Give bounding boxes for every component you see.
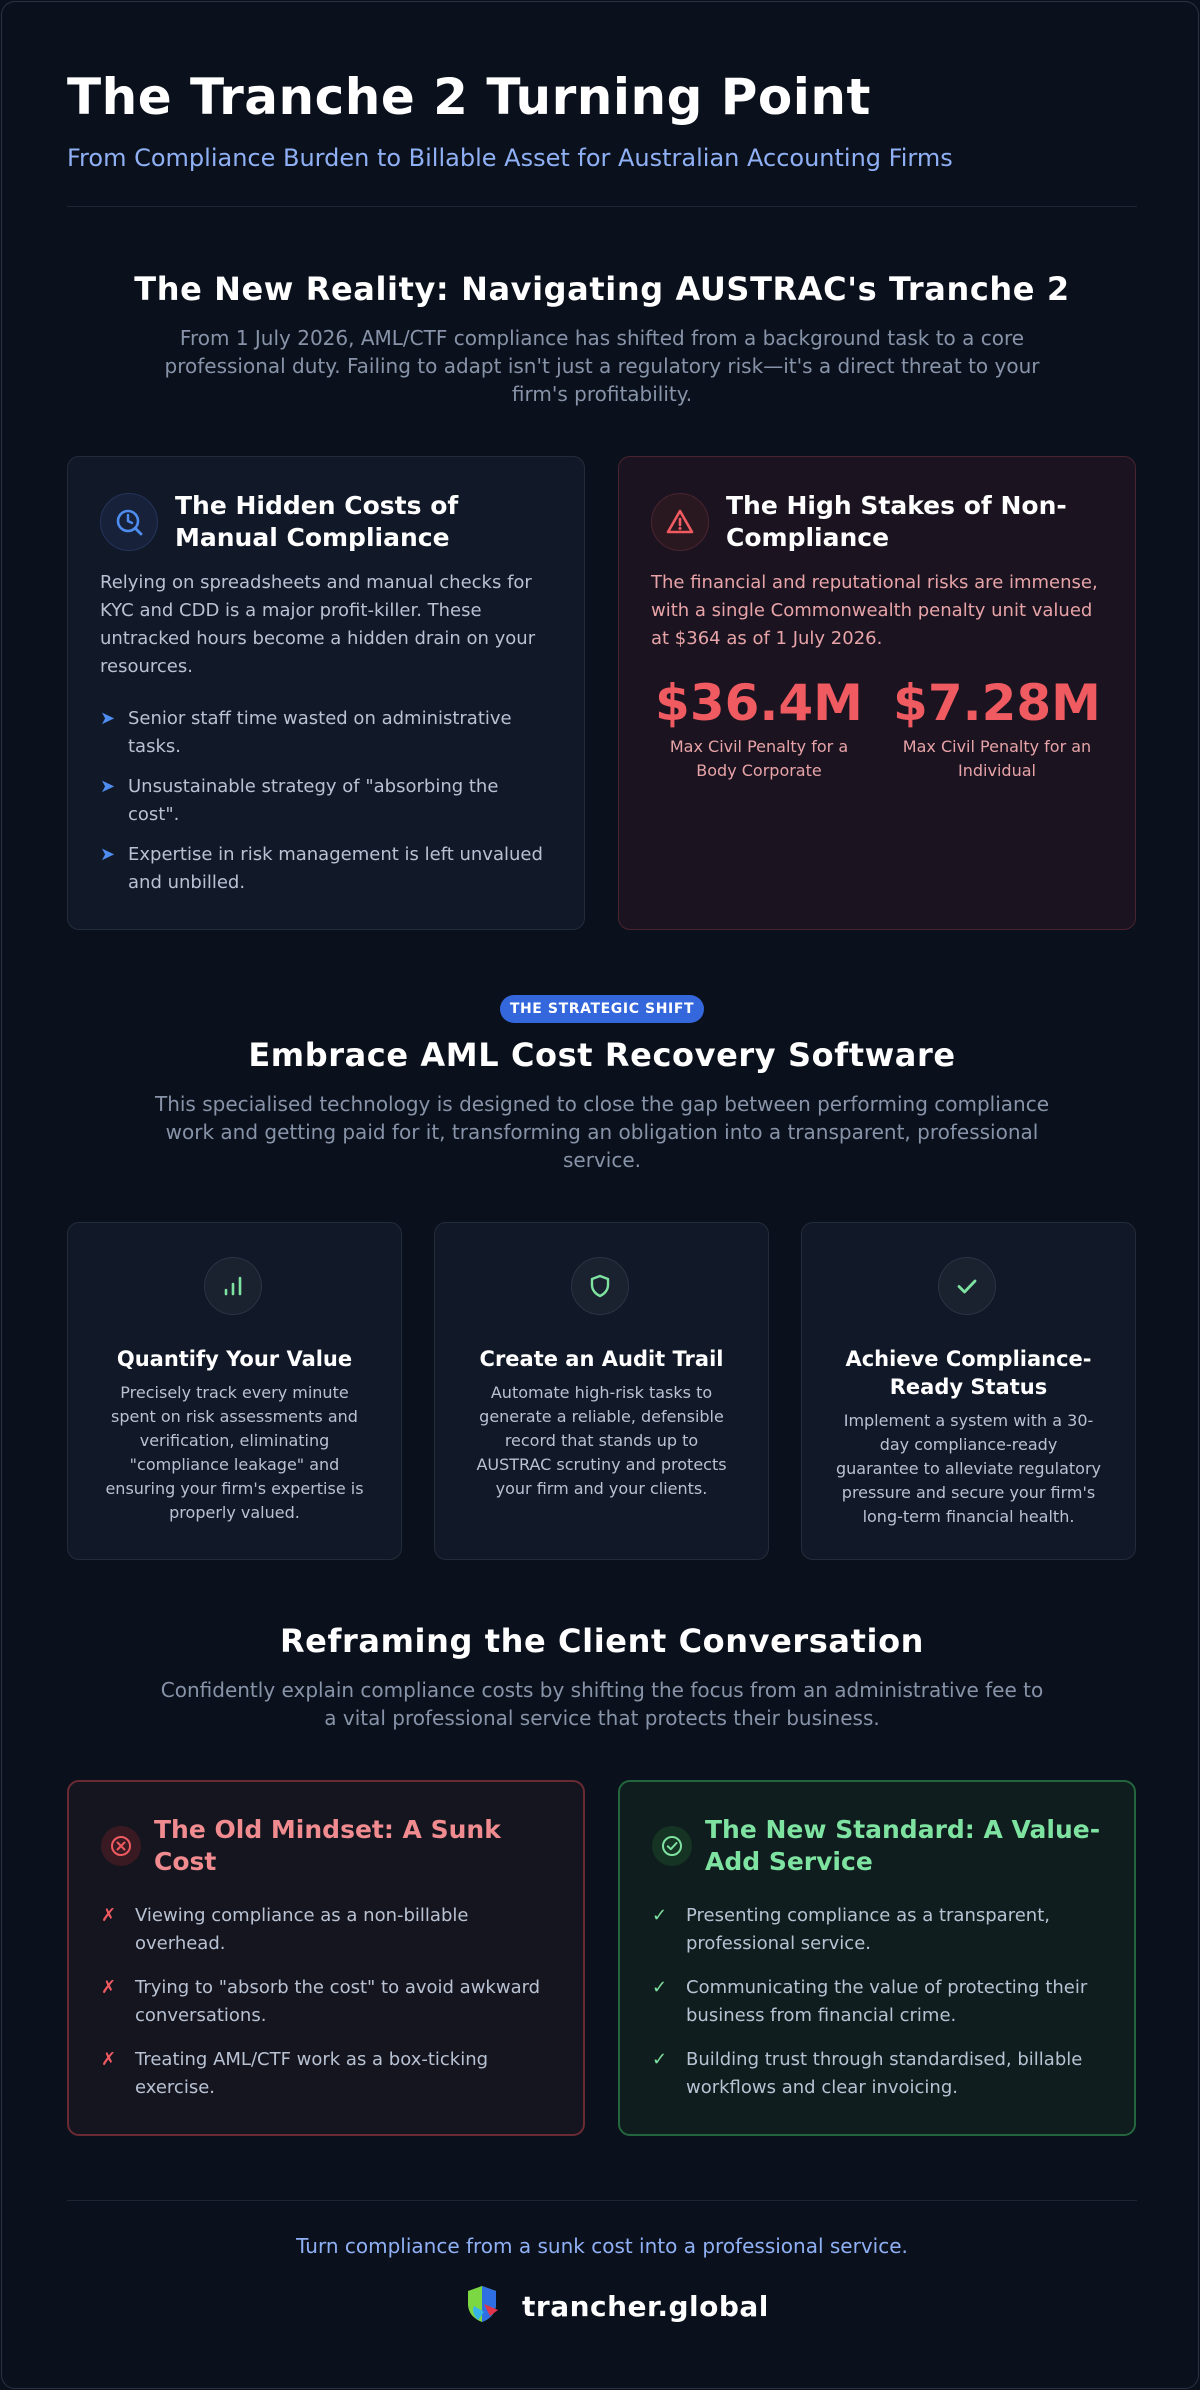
warning-triangle-icon [651,493,709,551]
hidden-costs-card [67,456,585,930]
header [67,64,1137,174]
hidden-costs-text: Relying on spreadsheets and manual checks for KYC and CDD is a major profit-killer. These untracked hours become a hidden drain on your resources. [100,572,536,677]
stat-label: Max Civil Penalty for a Body Corporate [669,737,849,780]
old-mindset-title: The Old Mindset: A Sunk Cost [154,1815,501,1876]
check-icon [938,1257,996,1315]
list-item: ➤ Senior staff time wasted on administrative tasks. [100,705,550,761]
feature-title: Create an Audit Trail [479,1347,724,1371]
arrow-icon: ➤ [100,776,116,797]
feature-title: Achieve Compliance-Ready Status [845,1347,1092,1399]
check-circle-icon [652,1826,692,1866]
x-circle-icon [101,1826,141,1866]
new-standard-title: The New Standard: A Value-Add Service [705,1815,1101,1876]
new-standard-card [618,1780,1136,2136]
arrow-icon: ➤ [100,708,116,729]
shield-logo-icon [460,2282,504,2330]
cross-mark-icon: ✗ [101,1977,117,1998]
page-frame [1,1,1199,2389]
page-subtitle: From Compliance Burden to Billable Asset for Australian Accounting Firms [67,144,953,172]
cross-mark-icon: ✗ [101,2049,117,2070]
shift-description: This specialised technology is designed to close the gap between performing compliance work and getting paid for it, transforming an obligation into a transparent, professional service. [154,1092,1050,1172]
feature-title: Quantify Your Value [116,1347,353,1371]
check-mark-icon: ✓ [652,1977,668,1998]
new-standard-list [652,1902,1102,2118]
clock-search-icon [100,493,158,551]
strategic-shift-badge: THE STRATEGIC SHIFT [500,995,704,1023]
list-item: ✓ Presenting compliance as a transparent, professional service. [652,1902,1102,1958]
feature-text: Automate high-risk tasks to generate a reliable, defensible record that stands up to AUSTRAC scrutiny and protects your firm and your clients. [476,1383,727,1498]
high-stakes-card [618,456,1136,930]
footer-tagline: Turn compliance from a sunk cost into a professional service. [296,2234,908,2258]
old-mindset-card [67,1780,585,2136]
stat-label: Max Civil Penalty for an Individual [902,737,1092,780]
reality-title: The New Reality: Navigating AUSTRAC's Tranche 2 [134,270,1070,308]
list-item: ✗ Trying to "absorb the cost" to avoid awkward conversations. [101,1974,551,2030]
list-item: ✓ Communicating the value of protecting their business from financial crime. [652,1974,1102,2030]
footer-divider [67,2200,1137,2201]
list-item: ✓ Building trust through standardised, billable workflows and clear invoicing. [652,2046,1102,2102]
high-stakes-title: The High Stakes of Non-Compliance [726,491,1067,552]
bar-chart-icon [204,1257,262,1315]
list-item: ✗ Treating AML/CTF work as a box-ticking exercise. [101,2046,551,2102]
feature-card-quantify [67,1222,402,1560]
feature-text: Precisely track every minute spent on risk assessments and verification, eliminating "compliance leakage" and ensuring your firm's expertise is properly valued. [105,1383,364,1522]
hidden-costs-list [100,705,550,909]
list-item: ➤ Unsustainable strategy of "absorbing the cost". [100,773,550,829]
hidden-costs-title: The Hidden Costs of Manual Compliance [175,491,459,552]
high-stakes-text: The financial and reputational risks are immense, with a single Commonwealth penalty unit valued at $364 as of 1 July 2026. [651,572,1098,649]
reality-description: From 1 July 2026, AML/CTF compliance has shifted from a background task to a core professional duty. Failing to adapt isn't just a regulatory risk—it's a direct threat to your firm's profitability. [164,326,1040,406]
brand[interactable] [460,2284,769,2328]
shift-title: Embrace AML Cost Recovery Software [248,1036,956,1074]
shield-icon [571,1257,629,1315]
check-mark-icon: ✓ [652,1905,668,1926]
arrow-icon: ➤ [100,844,116,865]
conversation-title: Reframing the Client Conversation [279,1622,925,1660]
stat-value: $7.28M [893,674,1101,732]
old-mindset-list [101,1902,551,2118]
list-item: ✗ Viewing compliance as a non-billable overhead. [101,1902,551,1958]
brand-name: trancher.global [522,2289,769,2323]
list-item: ➤ Expertise in risk management is left unvalued and unbilled. [100,841,550,897]
page-title: The Tranche 2 Turning Point [67,68,871,126]
feature-text: Implement a system with a 30-day compliance-ready guarantee to alleviate regulatory pressure and secure your firm's long-term financial health. [836,1411,1102,1526]
feature-card-compliance [801,1222,1136,1560]
conversation-description: Confidently explain compliance costs by shifting the focus from an administrative fee to a vital professional service that protects their business. [160,1678,1044,1730]
stat-value: $36.4M [655,674,863,732]
check-mark-icon: ✓ [652,2049,668,2070]
feature-card-audit [434,1222,769,1560]
header-divider [67,206,1137,207]
cross-mark-icon: ✗ [101,1905,117,1926]
